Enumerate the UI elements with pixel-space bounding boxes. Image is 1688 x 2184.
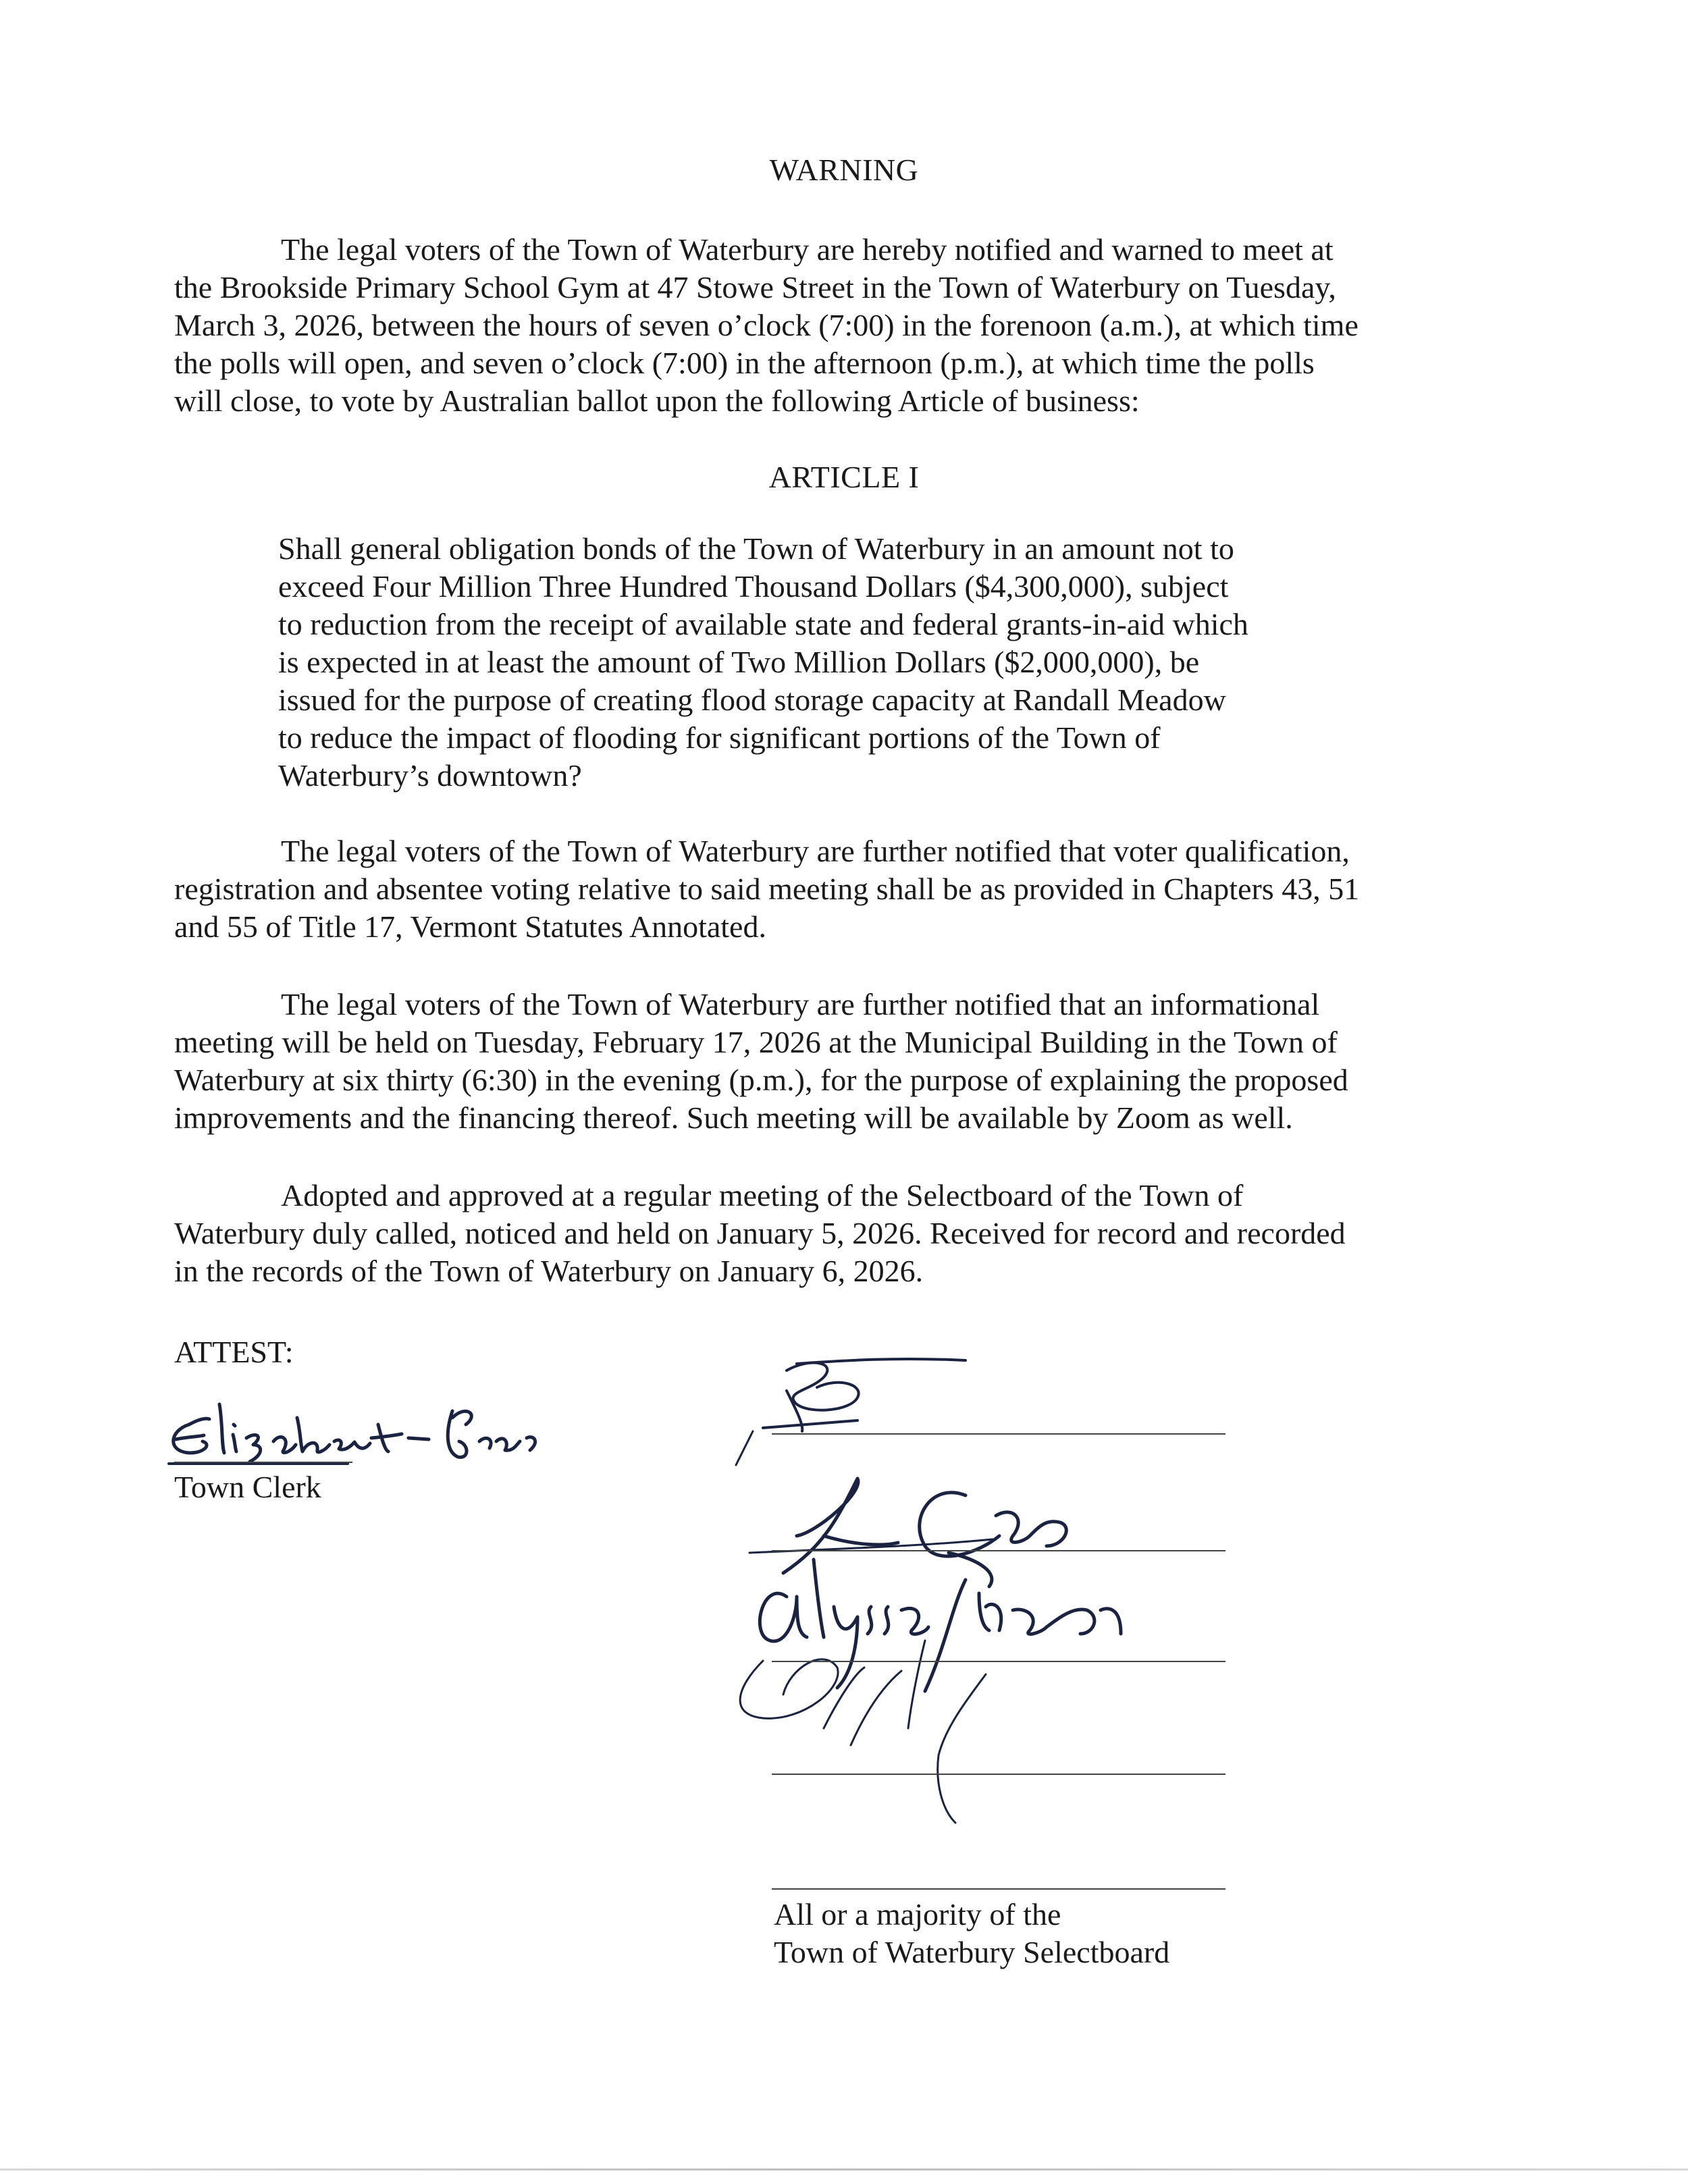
intro-line: March 3, 2026, between the hours of seven o’clock (7:00) in the forenoon (a.m.), at which time (174, 308, 1359, 342)
intro-line: the polls will open, and seven o’clock (7:00) in the afternoon (p.m.), at which time the polls (174, 346, 1315, 380)
adopted-line: Adopted and approved at a regular meeting of the Selectboard of the Town of (281, 1178, 1244, 1213)
signature-line-5 (772, 1888, 1225, 1890)
informational-line: improvements and the financing thereof. Such meeting will be available by Zoom as well. (174, 1100, 1293, 1135)
qualification-paragraph (174, 832, 1359, 946)
signature-line-2 (772, 1550, 1225, 1551)
intro-line: The legal voters of the Town of Waterbury are hereby notified and warned to meet at (281, 232, 1334, 267)
article-line: issued for the purpose of creating flood storage capacity at Randall Meadow (278, 683, 1226, 717)
informational-line: The legal voters of the Town of Waterbury are further notified that an informational (281, 987, 1320, 1021)
intro-line: the Brookside Primary School Gym at 47 Stowe Street in the Town of Waterbury on Tuesday, (174, 270, 1336, 304)
clerk-signature (162, 1377, 554, 1465)
qualification-line: registration and absentee voting relative to said meeting shall be as provided in Chapters 43, 51 (174, 872, 1360, 906)
scan-edge (0, 2168, 1688, 2170)
qualification-line: and 55 of Title 17, Vermont Statutes Annotated. (174, 909, 766, 944)
signature-line-4 (772, 1774, 1225, 1775)
article-line: Shall general obligation bonds of the Town of Waterbury in an amount not to (278, 531, 1234, 566)
clerk-title: Town Clerk (174, 1470, 321, 1504)
document-title: WARNING (769, 153, 919, 187)
article-line: to reduce the impact of flooding for significant portions of the Town of (278, 720, 1161, 755)
intro-paragraph (174, 231, 1359, 420)
informational-paragraph (174, 986, 1348, 1137)
article-line: exceed Four Million Three Hundred Thousand Dollars ($4,300,000), subject (278, 569, 1229, 604)
clerk-signature-line (174, 1462, 352, 1463)
signature-line-3 (772, 1661, 1225, 1662)
selectboard-signatures (722, 1350, 1209, 1850)
article-text (278, 530, 1248, 795)
selectboard-caption (774, 1896, 1169, 1971)
adopted-line: Waterbury duly called, noticed and held on January 5, 2026. Received for record and recorded (174, 1216, 1346, 1250)
attest-label: ATTEST: (174, 1335, 294, 1369)
signature-line-1 (772, 1433, 1225, 1435)
qualification-line: The legal voters of the Town of Waterbury are further notified that voter qualification, (281, 834, 1350, 868)
selectboard-caption-line: All or a majority of the (774, 1897, 1061, 1932)
article-heading: ARTICLE I (768, 460, 920, 494)
adopted-line: in the records of the Town of Waterbury on January 6, 2026. (174, 1254, 924, 1288)
intro-line: will close, to vote by Australian ballot upon the following Article of business: (174, 383, 1140, 418)
article-line: Waterbury’s downtown? (278, 758, 582, 793)
selectboard-caption-line: Town of Waterbury Selectboard (774, 1935, 1170, 1969)
informational-line: Waterbury at six thirty (6:30) in the evening (p.m.), for the purpose of explaining the proposed (174, 1063, 1348, 1097)
adopted-paragraph (174, 1177, 1346, 1290)
article-line: is expected in at least the amount of Two Million Dollars ($2,000,000), be (278, 645, 1200, 679)
informational-line: meeting will be held on Tuesday, February 17, 2026 at the Municipal Building in the Town of (174, 1025, 1338, 1059)
article-line: to reduction from the receipt of available state and federal grants-in-aid which (278, 607, 1248, 641)
